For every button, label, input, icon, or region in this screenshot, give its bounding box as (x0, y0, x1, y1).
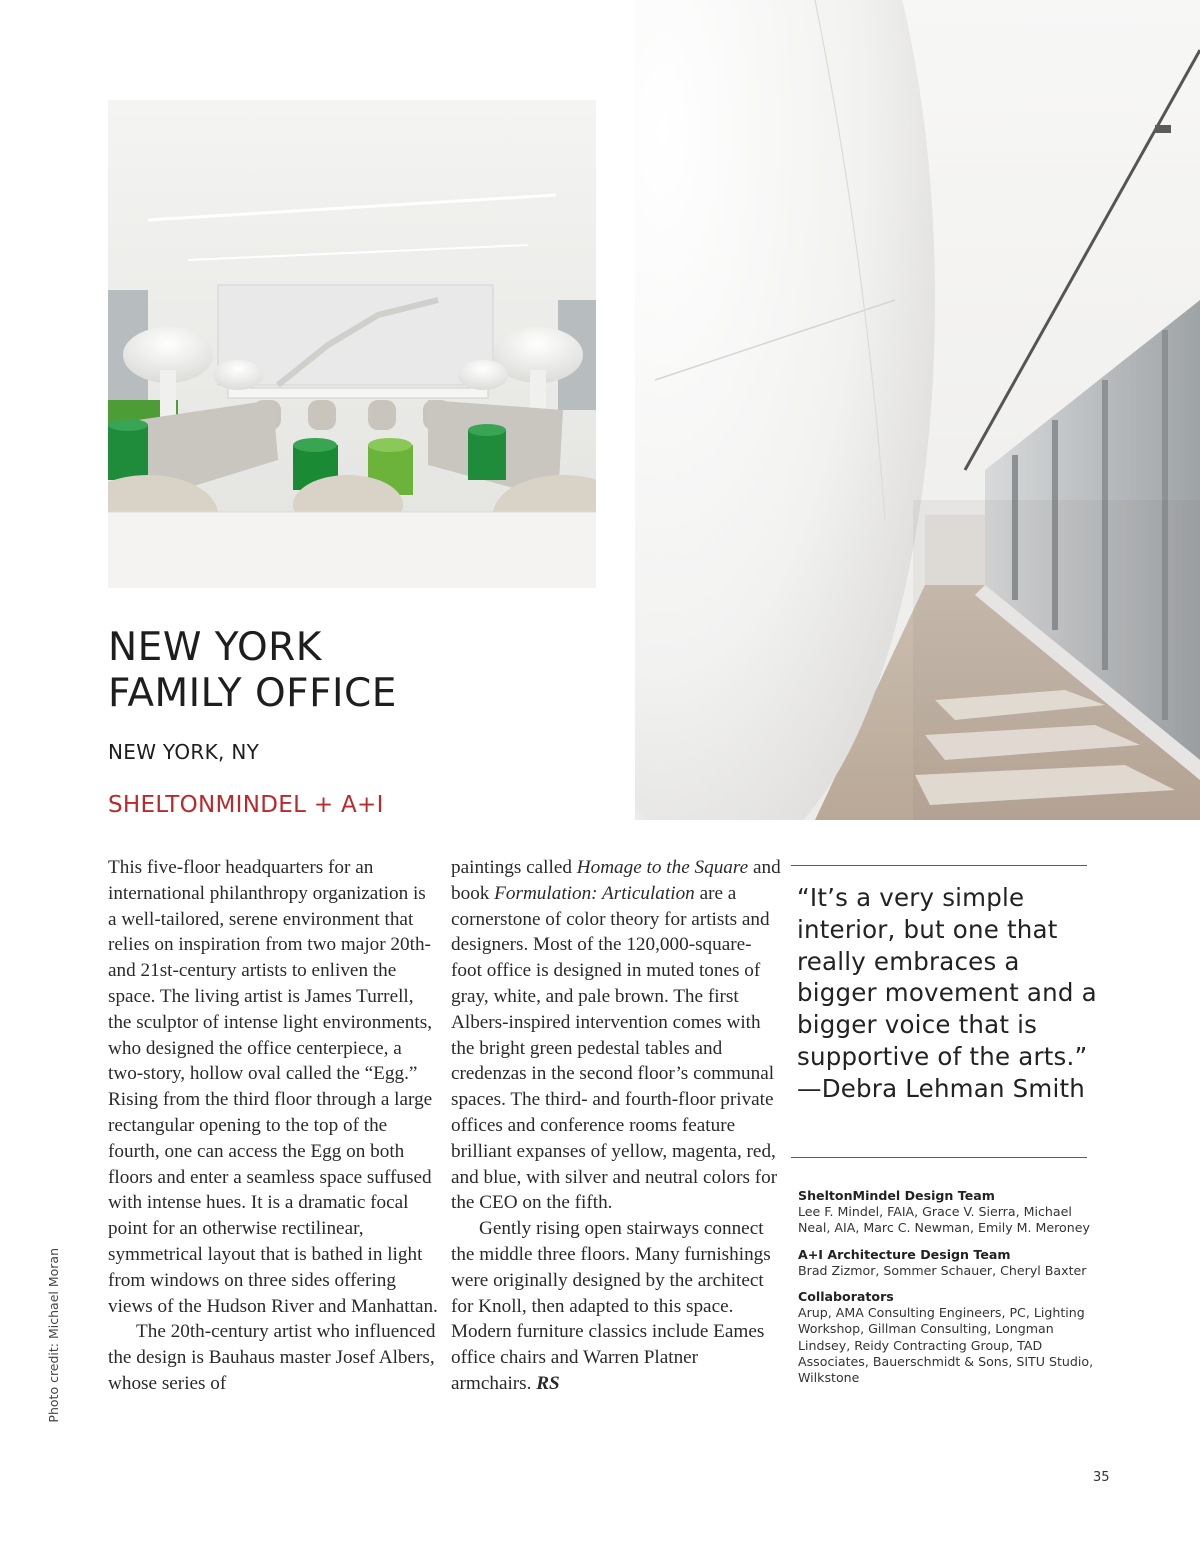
credit-text: Lee F. Mindel, FAIA, Grace V. Sierra, Michael Neal, AIA, Marc C. Newman, Emily M. Meroney (798, 1204, 1090, 1236)
project-title (108, 625, 608, 717)
page-number: 35 (1093, 1470, 1110, 1485)
pull-quote: “It’s a very simple interior, but one that really embraces a bigger movement and a bigger voice that is supportive of the arts.” —Debra Lehman Smith (797, 883, 1097, 1103)
project-firm: SHELTONMINDEL + A+I (108, 792, 384, 818)
credit-block (798, 1188, 1098, 1237)
photo-credit: Photo credit: Michael Moran (46, 1248, 61, 1423)
body-paragraph: Gently rising open stairways connect the middle three floors. Many furnishings were originally designed by the architect for Knoll, then adapted to this space. Modern furniture classics include Eames office chairs and Warren Platner armchairs. RS (451, 1218, 771, 1394)
credit-block (798, 1247, 1098, 1279)
project-title-line-2: FAMILY OFFICE (108, 671, 397, 716)
credit-heading: SheltonMindel Design Team (798, 1188, 995, 1203)
credit-block (798, 1289, 1098, 1386)
credit-heading: Collaborators (798, 1289, 894, 1305)
credits (798, 1188, 1098, 1396)
credit-heading: A+I Architecture Design Team (798, 1246, 1011, 1262)
photo-corridor-egg (635, 0, 1200, 820)
photo-lounge (108, 100, 596, 588)
body-paragraph: This five-floor headquarters for an international philanthropy organization is a well-tailored, serene environment that relies on inspiration from two major 20th- and 21st-century artists to enliven the space. The living artist is James Turrell, the sculptor of intense light environments, who designed the office centerpiece, a two-story, hollow oval called the “Egg.” Rising from the third floor through a large rectangular opening to the top of the fourth, one can access the Egg on both floors and enter a seamless space suffused with intense hues. It is a dramatic focal point for an otherwise rectilinear, symmetrical layout that is bathed in light from windows on three sides offering views of the Hudson River and Manhattan. (108, 857, 438, 1317)
body-column-2 (451, 855, 781, 1397)
quote-rule-bottom (791, 1157, 1087, 1158)
artwork-title: Homage to the Square (576, 857, 749, 878)
project-location: NEW YORK, NY (108, 740, 260, 764)
credit-text: Brad Zizmor, Sommer Schauer, Cheryl Baxter (798, 1262, 1087, 1278)
body-paragraph: The 20th-century artist who influenced the design is Bauhaus master Josef Albers, whose series of (108, 1321, 436, 1394)
body-column-1 (108, 855, 438, 1397)
credit-text: Arup, AMA Consulting Engineers, PC, Lighting Workshop, Gillman Consulting, Longman Lindsey, Reidy Contracting Group, TAD Associates, Bauerschmidt & Sons, SITU Studio, Wilkstone (798, 1305, 1094, 1386)
project-title-line-1: NEW YORK (108, 625, 322, 670)
body-paragraph: paintings called Homage to the Square and book Formulation: Articulation are a cornerstone of color theory for artists and designers. Most of the 120,000-square-foot office is designed in muted tones of gray, white, and pale brown. The first Albers-inspired intervention comes with the bright green pedestal tables and credenzas in the second floor’s communal spaces. The third- and fourth-floor private offices and conference rooms feature brilliant expanses of yellow, magenta, red, and blue, with silver and neutral colors for the CEO on the fifth. (451, 857, 781, 1214)
author-initials: RS (536, 1372, 560, 1394)
book-title: Formulation: Articulation (494, 882, 695, 904)
quote-rule-top (791, 865, 1087, 866)
